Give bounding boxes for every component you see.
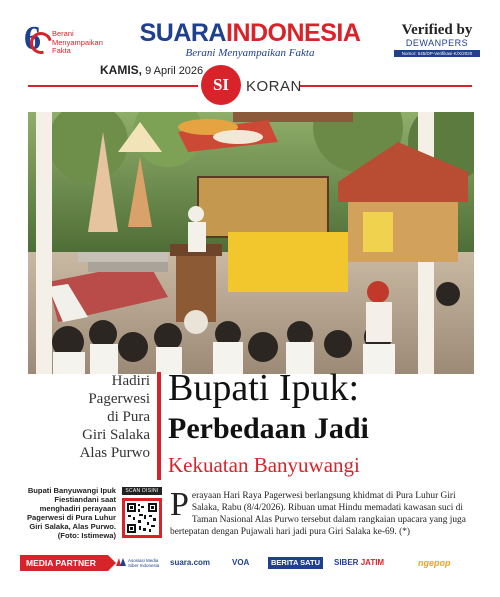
qr-scan-box[interactable] xyxy=(122,487,162,547)
partner-siber-jatim[interactable]: SIBER JATIM xyxy=(334,558,385,567)
partner-ngepop[interactable]: ngepop xyxy=(418,558,451,568)
media-partner-bar xyxy=(20,555,480,573)
story-body xyxy=(170,486,478,538)
qr-label: SCAN DISINI xyxy=(122,487,162,495)
brand-logo[interactable] xyxy=(118,20,382,59)
partner-suara[interactable]: suara.com xyxy=(170,558,211,567)
edition-date: KAMIS, 9 April 2026 xyxy=(100,63,204,77)
section-label: KORAN xyxy=(246,78,302,95)
story-text: erayaan Hari Raya Pagerwesi berlangsung khidmat di Pura Luhur Giri Salaka, Rabu (8/4/2026). Ribuan umat Hindu memadati kawasan suci di Taman Nasional Alas Purwo tersebut dalam rangkaian upacara yang juga bertepatan dengan Pujawali hari jadi pura Giri Salaka ke-69. (*) xyxy=(170,491,466,537)
qr-code-icon[interactable] xyxy=(122,498,162,538)
media-partner-label: MEDIA PARTNER xyxy=(20,555,108,571)
story-dropcap: P xyxy=(170,486,189,523)
brand-name: SUARAINDONESIA xyxy=(139,19,361,47)
partner-voa[interactable]: VOA xyxy=(232,558,250,567)
headline-subtitle[interactable]: Kekuatan Banyuwangi xyxy=(168,453,360,477)
si-logo: SI xyxy=(201,65,241,105)
headline-title-line1[interactable]: Bupati Ipuk: xyxy=(168,367,360,409)
headline-accent-bar xyxy=(157,372,161,480)
partner-beritasatu[interactable]: BERITA SATU xyxy=(268,557,323,569)
headline-title-line2[interactable]: Perbedaan Jadi xyxy=(168,412,369,445)
divider-left xyxy=(28,85,198,87)
anniversary-number: 6 xyxy=(24,20,41,57)
headline-kicker: Hadiri Pagerwesi di Pura Giri Salaka Alas Purwo xyxy=(79,373,150,461)
anniversary-tagline: Berani Menyampaikan Fakta xyxy=(52,29,103,55)
partner-amsi[interactable]: Asosiasi Media Siber Indonesia xyxy=(128,558,160,568)
anniversary-logo xyxy=(24,20,104,64)
brand-tagline: Berani Menyampaikan Fakta xyxy=(185,47,315,59)
divider-right xyxy=(300,85,472,87)
verified-badge: Verified by DEWANPERS Nomor: 545/DP-Verifikasi-K/X/2020 xyxy=(394,22,480,57)
amsi-logo-icon xyxy=(116,558,126,566)
photo-caption: Bupati Banyuwangi Ipuk Fiestiandani saat menghadiri perayaan Pagerwesi di Pura Luhur Giri Salaka, Alas Purwo. (Foto: Istimewa) xyxy=(26,486,116,540)
ceremony-photo xyxy=(28,112,474,374)
masthead xyxy=(0,0,500,74)
